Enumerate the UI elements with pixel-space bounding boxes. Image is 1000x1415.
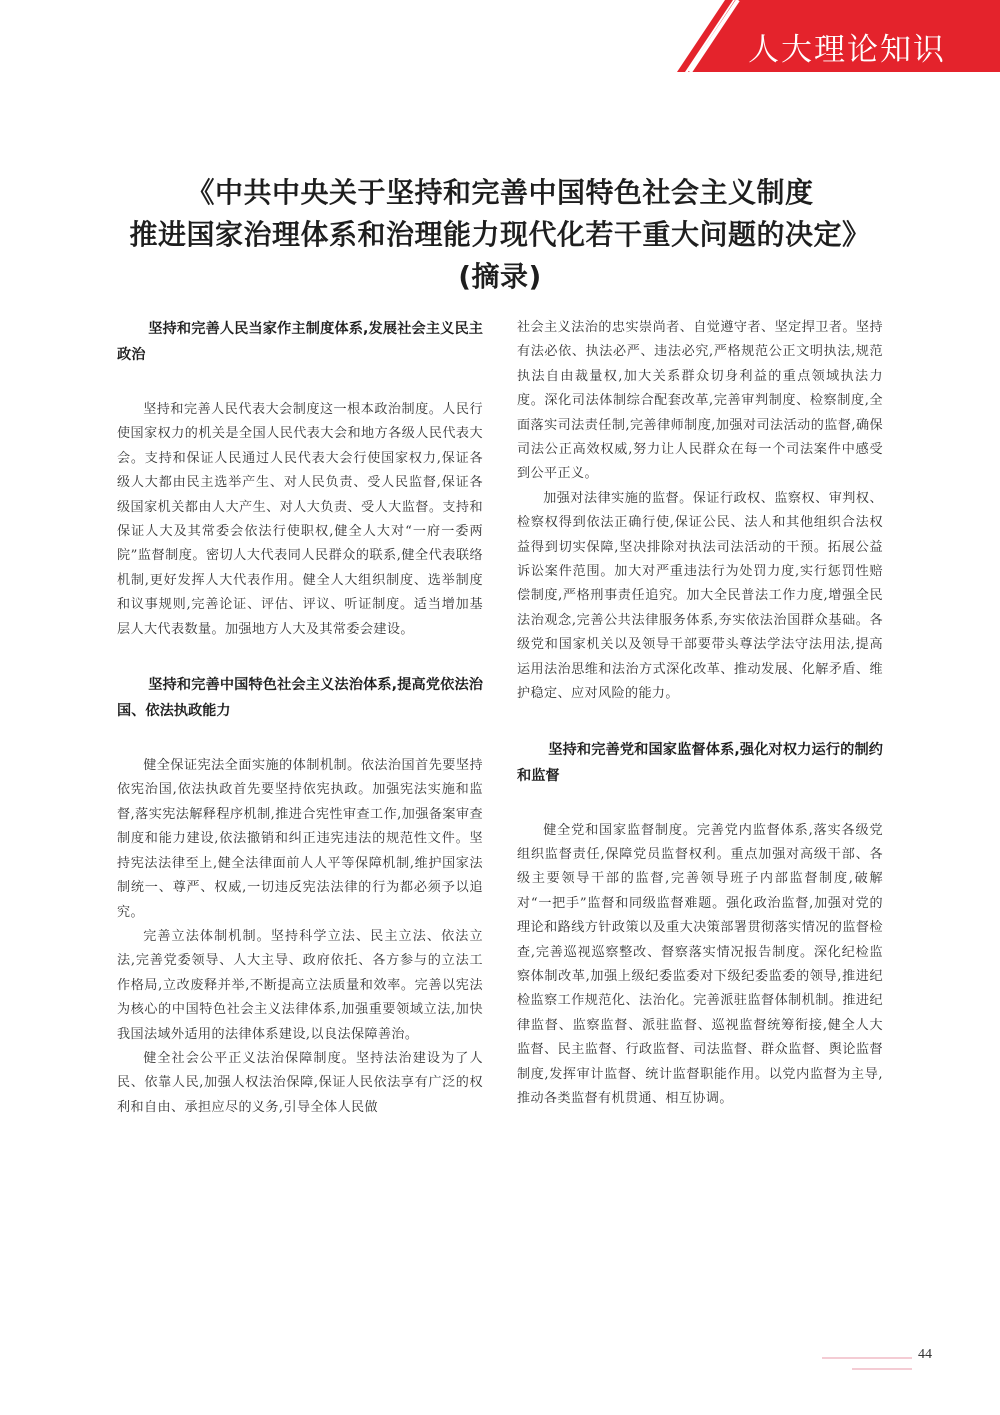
paragraph: 坚持和完善人民代表大会制度这一根本政治制度。人民行使国家权力的机关是全国人民代表大会和地方各级人民代表大会。支持和保证人民通过人民代表大会行使国家权力,保证各级人大都由民主选举产生、对人民负责、受人民监督,保证各级国家机关都由人大产生、对人大负责、受人大监督。支持和保证人大及其常委会依法行使职权,健全人大对“一府一委两院”监督制度。密切人大代表同人民群众的联系,健全代表联络机制,更好发挥人大代表作用。健全人大组织制度、选举制度和议事规则,完善论证、评估、评议、听证制度。适当增加基层人大代表数量。加强地方人大及其常委会建设。: [117, 402, 483, 637]
paragraph: 加强对法律实施的监督。保证行政权、监察权、审判权、检察权得到依法正确行使,保证公民、法人和其他组织合法权益得到切实保障,坚决排除对执法司法活动的干预。拓展公益诉讼案件范围。加大对严重违法行为处罚力度,实行惩罚性赔偿制度,严格刑事责任追究。加大全民普法工作力度,增强全民法治观念,完善公共法律服务体系,夯实依法治国群众基础。各级党和国家机关以及领导干部要带头尊法学法守法用法,提高运用法治思维和法治方式深化改革、推动发展、化解矛盾、维护稳定、应对风险的能力。: [517, 490, 883, 702]
paragraph: 健全党和国家监督制度。完善党内监督体系,落实各级党组织监督责任,保障党员监督权利。重点加强对高级干部、各级主要领导干部的监督,完善领导班子内部监督制度,破解对“一把手”监督和同级监督难题。强化政治监督,加强对党的理论和路线方针政策以及重大决策部署贯彻落实情况的监督检查,完善巡视巡察整改、督察落实情况报告制度。深化纪检监察体制改革,加强上级纪委监委对下级纪委监委的领导,推进纪检监察工作规范化、法治化。完善派驻监督体制机制。推进纪律监督、监察监督、派驻监督、巡视监督统筹衔接,健全人大监督、民主监督、行政监督、司法监督、群众监督、舆论监督制度,发挥审计监督、统计监督职能作用。以党内监督为主导,推动各类监督有机贯通、相互协调。: [517, 822, 883, 1106]
section-heading-democracy: 坚持和完善人民当家作主制度体系,发展社会主义民主政治: [117, 321, 483, 363]
right-column: [517, 316, 883, 1111]
paragraph: 完善立法体制机制。坚持科学立法、民主立法、依法立法,完善党委领导、人大主导、政府依托、各方参与的立法工作格局,立改废释并举,不断提高立法质量和效率。完善以宪法为核心的中国特色社会主义法律体系,加强重要领域立法,加快我国法域外适用的法律体系建设,以良法保障善治。: [117, 928, 483, 1042]
paragraph: 健全保证宪法全面实施的体制机制。依法治国首先要坚持依宪治国,依法执政首先要坚持依宪执政。加强宪法实施和监督,落实宪法解释程序机制,推进合宪性审查工作,加强备案审查制度和能力建设,依法撤销和纠正违宪违法的规范性文件。坚持宪法法律至上,健全法律面前人人平等保障机制,维护国家法制统一、尊严、权威,一切违反宪法法律的行为都必须予以追究。: [117, 758, 483, 920]
paragraph-continued: 社会主义法治的忠实崇尚者、自觉遵守者、坚定捍卫者。坚持有法必依、执法必严、违法必究,严格规范公正文明执法,规范执法自由裁量权,加大关系群众切身利益的重点领域执法力度。深化司法体制综合配套改革,完善审判制度、检察制度,全面落实司法责任制,完善律师制度,加强对司法活动的监督,确保司法公正高效权威,努力让人民群众在每一个司法案件中感受到公平正义。: [517, 320, 883, 482]
footer-decoration: [822, 1345, 912, 1375]
left-column: [117, 316, 483, 1120]
title-line-1: 《中共中央关于坚持和完善中国特色社会主义制度: [186, 176, 814, 209]
title-line-3: (摘录): [458, 260, 542, 293]
article-title: [80, 172, 920, 298]
section-banner: [0, 0, 1000, 80]
title-line-2: 推进国家治理体系和治理能力现代化若干重大问题的决定》: [129, 218, 871, 251]
section-label: 人大理论知识: [748, 32, 946, 68]
section-heading-supervision: 坚持和完善党和国家监督体系,强化对权力运行的制约和监督: [517, 741, 883, 784]
page-number: 44: [918, 1347, 932, 1362]
paragraph: 健全社会公平正义法治保障制度。坚持法治建设为了人民、依靠人民,加强人权法治保障,保证人民依法享有广泛的权利和自由、承担应尽的义务,引导全体人民做: [117, 1050, 483, 1115]
section-heading-rule-of-law: 坚持和完善中国特色社会主义法治体系,提高党依法治国、依法执政能力: [117, 677, 483, 720]
